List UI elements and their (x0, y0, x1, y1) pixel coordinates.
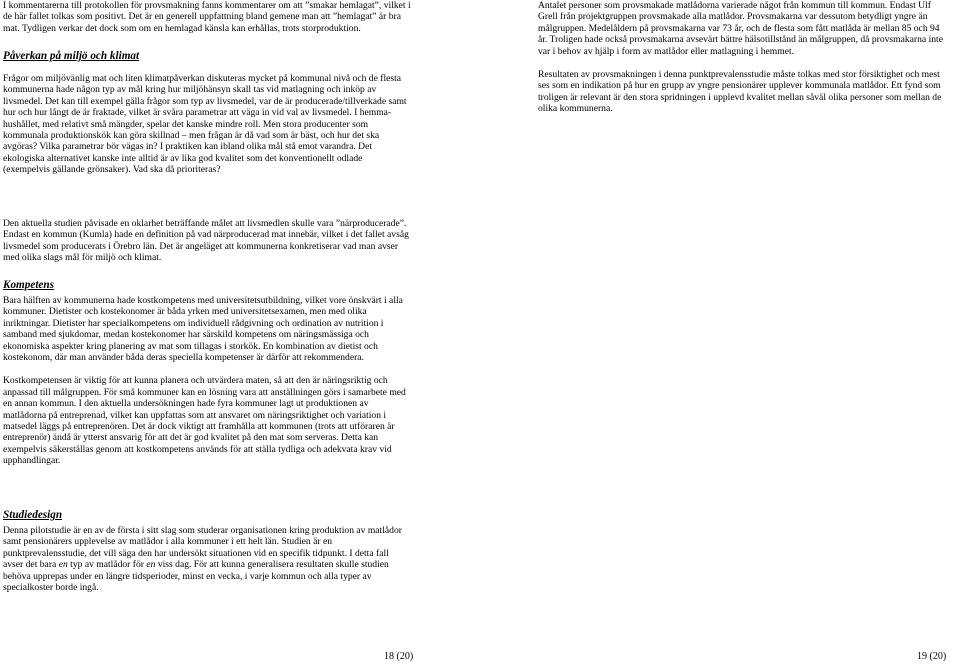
narproducerade-block (3, 218, 411, 264)
section-heading-studiedesign: Studiedesign (3, 509, 63, 521)
intro-text-block (3, 0, 411, 34)
klimat-section (3, 50, 411, 176)
studiedesign-text-part-1: Denna pilotstudie är en av de första i sitt slag som studerar organisationen kring produktion av matlådor samt pensionärers upplevelse av matlådor i alla kommuner i ett helt län. Studien är en punktprevalensstudie, det vill säga den har undersökt situationen vid en specifik tidpunkt. I detta fall avser det bara (3, 525, 402, 571)
narproducerade-paragraph: Den aktuella studien påvisade en oklarhet beträffande målet att livsmedlen skulle vara ”närproducerade”. Endast en kommun (Kumla) hade en definition på vad närproducerad mat innebär, vilket i det fallet avsåg livsmedel som producerats i Örebro län. Det är angeläget att kommunerna konkretiserar vad man avser med olika slags mål för miljö och klimat. (3, 218, 409, 264)
provsmakning-paragraph-1: Antalet personer som provsmakade matlådorna varierade något från kommun till kommun. Endast Ulf Grell från projektgruppen provsmakade alla matlådor. Provsmakarna var dessutom betydligt yngre än målgruppen. Medelåldern på provsmakarna var 73 år, och de flesta som fått matlåda är mellan 85 och 94 år. Troligen hade också provsmakarna avsevärt bättre hälsotillstånd än målgruppen, då provsmakarna inte var i behov av hjälp i form av matlådor eller matlagning i hemmet. (538, 0, 943, 57)
provsmakning-paragraph-2: Resultaten av provsmakningen i denna punktprevalensstudie måste tolkas med stor försiktighet och mest ses som en indikation på hur en grupp av yngre pensionärer upplever kommunala matlådor. Ett fynd som troligen är relevant är den stora spridningen i upplevd kvalitet mellan såväl olika personer som mellan de olika kommunerna. (538, 69, 942, 115)
studiedesign-emphasis-1: en (58, 559, 68, 571)
intro-paragraph: I kommentarerna till protokollen för provsmakning fanns kommentarer om att ”smakar hemlagat”, vilket i de här fallet tolkas som positivt. Det är en generell uppfattning bland gemene man att ”hemlagat” är bra mat. Tydligen verkar det dock som om en hemlagad känsla kan erhållas, trots storproduktion. (3, 0, 411, 34)
provsmakning-block (538, 0, 948, 115)
page-number-right: 19 (20) (917, 651, 947, 662)
kompetens-paragraph-2: Kostkompetensen är viktig för att kunna planera och utvärdera maten, så att den är näringsriktig och anpassad till målgruppen. För små kommuner kan en lösning vara att anställningen görs i samarbete med en annan kommun. I den aktuella undersökningen hade fyra kommuner lagt ut produktionen av matlådorna på entreprenad, vilket kan uppfattas som att ansvaret om näringsriktighet och variation i matsedel läggs på entreprenören. Det är dock viktigt att framhålla att kommunen (trots att utföraren är entreprenör) ändå är ytterst ansvarig för att det är god kvalitet på den mat som serveras. Detta kan exempelvis säkerställas genom att kostkompetens används för att ställa tydliga och adekvata krav vid upphandlingar. (3, 375, 406, 467)
studiedesign-paragraph (3, 525, 411, 593)
kompetens-section (3, 279, 411, 467)
section-heading-kompetens: Kompetens (3, 279, 54, 291)
klimat-paragraph: Frågor om miljövänlig mat och liten klimatpåverkan diskuteras mycket på kommunal nivå och de flesta kommunerna hade någon typ av mål kring hur miljöhänsyn skall tas vid matlagning och inköp av livsmedel. Det kan till exempel gälla frågor som typ av livsmedel, var de är producerade/tillverkade samt hur och hur långt de är fraktade, vilket är svåra parametrar att väga in vid val av livsmedel. I hemma-hushållet, med relativt små mängder, spelar det kanske mindre roll. Men stora producenter som kommunala produktionskök kan göra skillnad – men frågan är då vad som är bäst, och hur det ska avgöras? Vilka parametrar bör vägas in? I praktiken kan ibland olika mål stå emot varandra. Det ekologiska alternativet kanske inte alltid är av lika god kvalitet som det konventionellt odlade (exempelvis gällande grönsaker). Vad ska då prioriteras? (3, 73, 407, 176)
studiedesign-section (3, 509, 411, 593)
studiedesign-emphasis-2: en (146, 559, 156, 571)
studiedesign-text-part-2: typ av matlådor för (70, 559, 144, 571)
kompetens-paragraph-1: Bara hälften av kommunerna hade kostkompetens med universitetsutbildning, vilket vore önskvärt i alla kommuner. Dietister och kostekonomer är båda yrken med universitetsexamen, men med olika inriktningar. Dietister har specialkompetens om individuell rådgivning och ordination av nutrition i samband med sjukdomar, medan kostekonomer har särskild kompetens om näringsmässiga och ekonomiska aspekter kring planering av mat som tillagas i storkök. En kombination av dietist och kostekonom, där man använder båda deras speciella kompetenser är därför att rekommendera. (3, 295, 403, 364)
page-number-left: 18 (20) (384, 651, 414, 662)
right-page (480, 0, 960, 665)
studiedesign-text-part-3: viss dag. För att kunna generalisera resultaten skulle studien behöva upprepas under en längre tidsperioder, minst en vecka, i varje kommun och alla typer av specialkoster borde ingå. (3, 559, 389, 594)
section-heading-klimat: Påverkan på miljö och klimat (3, 50, 140, 62)
